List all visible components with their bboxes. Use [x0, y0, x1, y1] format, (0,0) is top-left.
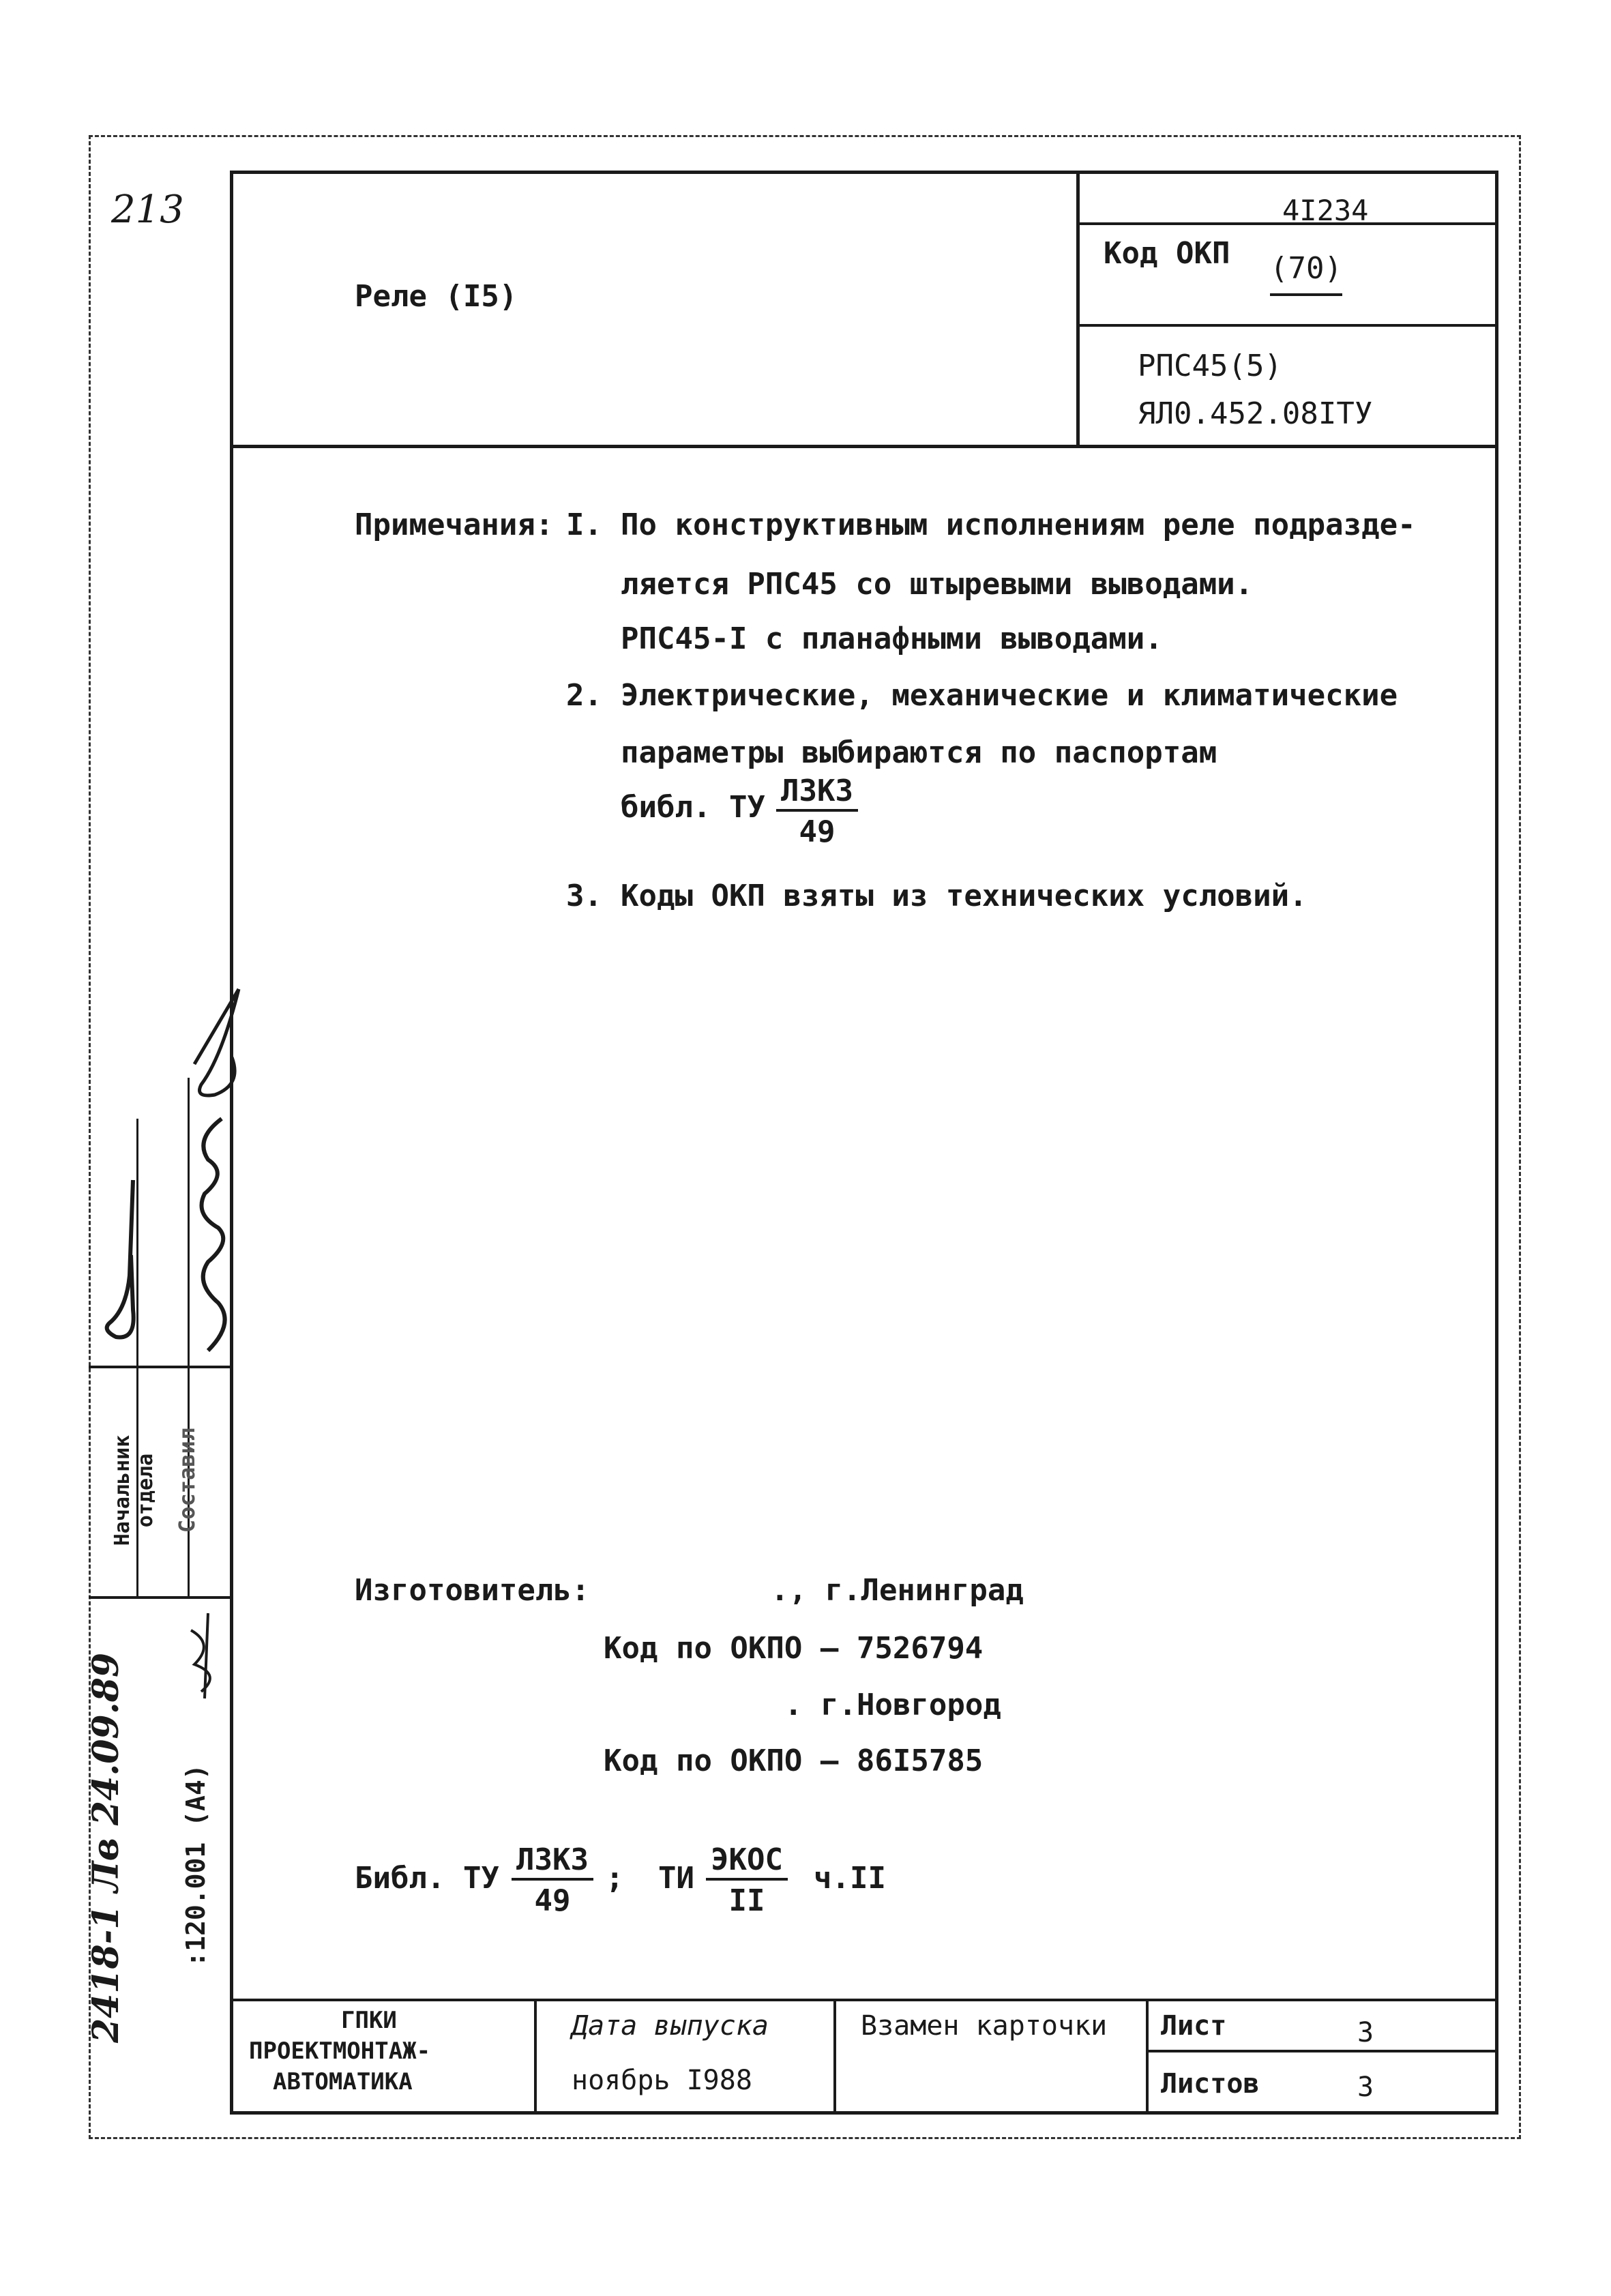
notes-label: Примечания: [355, 507, 554, 542]
bibliography-prefix: Библ. ТУ [355, 1861, 499, 1896]
footer-org-line-1: ГПКИ [341, 2007, 397, 2034]
doc-code-text: :120.001 (А4) [181, 1764, 211, 1967]
side-row-line-2 [89, 1596, 230, 1599]
okp-value: (70) [1270, 254, 1342, 296]
footer-sheet-divider [1146, 2050, 1498, 2052]
manufacturer-okpo-1: Код по ОКПО – 7526794 [604, 1631, 984, 1666]
product-code: РПС45(5) [1138, 349, 1282, 383]
footer-vline-3 [1146, 1999, 1149, 2115]
footer-org-line-2: ПРОЕКТМОНТАЖ- [249, 2037, 431, 2065]
signature-small-icon [181, 1610, 235, 1705]
footer-vline-1 [534, 1999, 537, 2115]
handwritten-side-number-text: 2418-1 Лв 24.09.89 [85, 1652, 127, 2043]
note-2-ref-denominator: 49 [799, 814, 836, 849]
note-2-ref-prefix: библ. ТУ [621, 790, 765, 825]
bibliography-separator: ; [606, 1861, 624, 1896]
note-2-line-1: Электрические, механические и климатические [621, 678, 1398, 713]
note-1-line-2: ляется РПС45 со штыревыми выводами. [621, 567, 1254, 602]
head-of-department-label [111, 1402, 159, 1579]
okp-label: Код ОКП [1104, 236, 1230, 271]
card-frame [230, 171, 1498, 2115]
bibliography-ti-fraction [706, 1842, 788, 1918]
note-3-line-1: Коды ОКП взяты из технических условий. [621, 879, 1307, 913]
head-of-department-text: Начальник отдела [110, 1434, 158, 1546]
bibliography-tu-denominator: 49 [534, 1883, 571, 1918]
replaces-label: Взамен карточки [861, 2010, 1108, 2042]
footer-org-line-3: АВТОМАТИКА [273, 2068, 413, 2095]
bibliography-part: ч.II [814, 1861, 886, 1896]
okp-divider-2 [1076, 324, 1498, 327]
sheet-value: 3 [1357, 2017, 1374, 2048]
note-3-number: 3. [566, 879, 602, 913]
page-number: 213 [111, 188, 184, 232]
bibliography-ti-denominator: II [728, 1883, 765, 1918]
note-1-number: I. [566, 507, 602, 542]
header-vertical-divider [1076, 171, 1080, 447]
manufacturer-label: Изготовитель: [355, 1573, 590, 1608]
header-title: Реле (I5) [355, 279, 518, 314]
note-1-line-1: По конструктивным исполнениям реле подразде- [621, 507, 1416, 542]
composed-text: Составил [174, 1427, 200, 1533]
sheets-label: Листов [1161, 2068, 1260, 2100]
release-value: ноябрь I988 [572, 2065, 752, 2096]
bibliography-ti-numerator: ЭКОС [706, 1845, 788, 1881]
note-2-number: 2. [566, 678, 602, 713]
header-divider [230, 445, 1498, 448]
bibliography-tu-numerator: ЛЗКЗ [512, 1845, 593, 1881]
note-2-ref-fraction [776, 776, 858, 847]
signature-composer-icon [181, 982, 256, 1364]
signature-head-icon [95, 1173, 143, 1357]
release-label: Дата выпуска [572, 2010, 769, 2042]
composed-label [174, 1392, 201, 1569]
note-1-line-3: РПС45-I с планафными выводами. [621, 621, 1163, 656]
spec-code: ЯЛ0.452.08ITУ [1138, 396, 1373, 431]
sheet-label: Лист [1161, 2010, 1227, 2042]
bibliography-ti-prefix: ТИ [658, 1861, 694, 1896]
manufacturer-city-2: . г.Новгород [784, 1688, 1001, 1722]
side-row-line-1 [89, 1366, 230, 1368]
note-2-ref-numerator: ЛЗКЗ [776, 776, 858, 812]
manufacturer-okpo-2: Код по ОКПО – 86I5785 [604, 1743, 984, 1778]
note-2-line-2: параметры выбираются по паспортам [621, 735, 1217, 770]
okp-top-code: 4I234 [1282, 194, 1369, 227]
footer-top-line [230, 1999, 1498, 2001]
sheets-value: 3 [1357, 2072, 1374, 2103]
manufacturer-city-1: ., г.Ленинград [771, 1573, 1024, 1608]
handwritten-side-number [85, 1652, 133, 2043]
footer-vline-2 [833, 1999, 836, 2115]
bibliography-tu-fraction [512, 1842, 593, 1918]
doc-code-label [181, 1729, 215, 2002]
